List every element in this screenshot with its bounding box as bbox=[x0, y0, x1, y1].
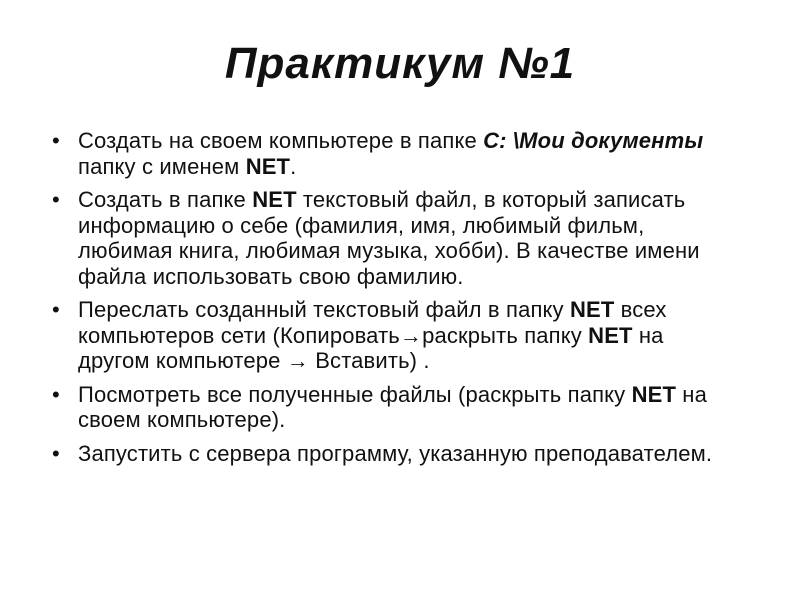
folder-path: С: \Мои документы bbox=[483, 128, 704, 153]
bullet-text: на своем компьютере). bbox=[78, 381, 707, 432]
list-item bbox=[48, 382, 738, 433]
bullet-icon: • bbox=[52, 381, 60, 407]
folder-name: NET bbox=[588, 322, 633, 348]
bullet-text: на другом компьютере → Вставить) . bbox=[78, 322, 664, 373]
bullet-icon: • bbox=[52, 440, 60, 466]
folder-name: NET bbox=[252, 187, 297, 212]
list-item bbox=[48, 297, 738, 374]
bullet-text: . bbox=[290, 153, 297, 179]
folder-name: NET bbox=[569, 297, 615, 322]
bullet-text: всех компьютеров сети (Копировать→раскрыть папку bbox=[78, 297, 667, 348]
folder-name: NET bbox=[245, 153, 291, 179]
bullet-text: текстовый файл, в который записать информацию о себе (фамилия, имя, любимый фильм, любимая книга, любимая музыка, хобби). В качестве имени файла использовать свою фамилию. bbox=[78, 187, 700, 289]
bullet-text: Создать в папке bbox=[78, 187, 253, 212]
list-item bbox=[48, 441, 738, 467]
bullet-text: папку с именем bbox=[78, 153, 246, 179]
bullet-icon: • bbox=[52, 128, 60, 153]
list-item bbox=[48, 187, 738, 289]
folder-name: NET bbox=[631, 381, 677, 407]
bullet-text: Запустить с сервера программу, указанную преподавателем. bbox=[78, 440, 713, 466]
bullet-text: Переслать созданный текстовый файл в папку bbox=[78, 297, 570, 322]
bullet-text: Создать на своем компьютере в папке bbox=[78, 128, 484, 153]
bullet-list bbox=[48, 128, 738, 474]
slide-title: Практикум №1 bbox=[224, 39, 576, 88]
bullet-icon: • bbox=[52, 297, 60, 322]
bullet-text: Посмотреть все полученные файлы (раскрыть папку bbox=[78, 381, 632, 407]
list-item bbox=[48, 128, 738, 179]
bullet-icon: • bbox=[52, 187, 60, 212]
